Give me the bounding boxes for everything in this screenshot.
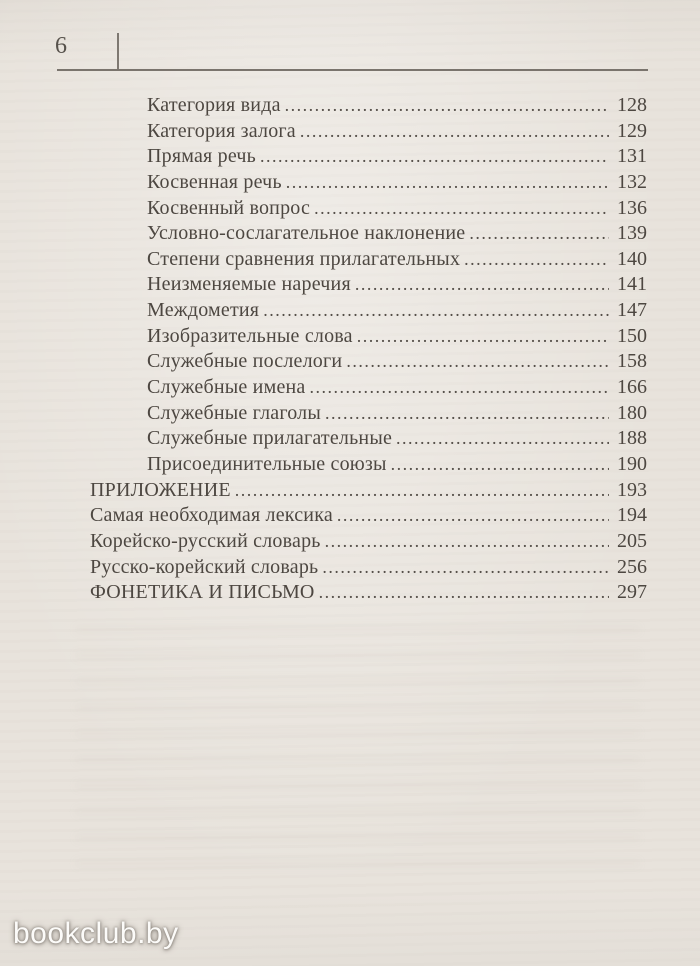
toc-entry xyxy=(90,171,647,197)
header-vertical-line xyxy=(117,33,119,71)
toc-dot-leader xyxy=(263,300,609,321)
toc-entry-title: Служебные глаголы xyxy=(147,401,321,424)
toc-entry xyxy=(90,581,647,607)
toc-dot-leader xyxy=(286,172,609,193)
toc-entry-page: 150 xyxy=(617,324,647,347)
toc-entry-title: Категория вида xyxy=(147,94,281,116)
toc-entry xyxy=(90,273,647,299)
toc-entry xyxy=(90,530,647,556)
toc-entry xyxy=(90,376,647,402)
toc-entry-title: Условно-сослагательное наклонение xyxy=(147,222,466,245)
toc-entry-page: 132 xyxy=(617,170,647,193)
toc-entry-title: ФОНЕТИКА И ПИСЬМО xyxy=(90,581,315,604)
toc-entry-title: Служебные прилагательные xyxy=(147,427,393,450)
toc-entry-page: 256 xyxy=(617,555,647,578)
toc-entry-title: Категория залога xyxy=(147,119,296,142)
toc-dot-leader xyxy=(319,582,609,603)
toc-entry-page: 190 xyxy=(617,452,647,475)
toc-dot-leader xyxy=(310,377,610,398)
toc-entry-title: Неизменяемые наречия xyxy=(147,273,351,296)
toc-entry-page: 128 xyxy=(617,94,647,116)
toc-entry-page: 166 xyxy=(617,376,647,399)
toc-dot-leader xyxy=(391,454,609,475)
toc-entry xyxy=(90,94,647,120)
toc-entry-title: Степени сравнения прилагательных xyxy=(147,247,461,270)
toc-entry-title: Служебные имена xyxy=(147,376,306,399)
toc-entry xyxy=(90,504,647,530)
toc-entry xyxy=(90,299,647,325)
toc-entry xyxy=(90,556,647,582)
toc-entry xyxy=(90,145,647,171)
toc-entry xyxy=(90,427,647,453)
toc-dot-leader xyxy=(325,531,609,552)
page-number: 6 xyxy=(55,33,67,59)
toc-entry-title: Междометия xyxy=(147,299,260,322)
toc-dot-leader xyxy=(469,223,609,244)
toc-entry xyxy=(90,197,647,223)
toc-entry xyxy=(90,222,647,248)
toc-entry-title: Русско-корейский словарь xyxy=(90,555,319,578)
toc-dot-leader xyxy=(464,249,609,270)
toc-entry-title: ПРИЛОЖЕНИЕ xyxy=(90,478,231,501)
toc-dot-leader xyxy=(337,505,609,526)
toc-dot-leader xyxy=(325,403,609,424)
toc-entry-page: 194 xyxy=(617,504,647,527)
toc-dot-leader xyxy=(260,146,609,167)
toc-entry xyxy=(90,402,647,428)
toc-entry-title: Косвенная речь xyxy=(147,170,282,193)
toc-dot-leader xyxy=(355,274,609,295)
page-bleedthrough-texture xyxy=(75,625,640,880)
toc-entry-page: 136 xyxy=(617,196,647,219)
header-horizontal-rule xyxy=(57,69,648,71)
toc-entry xyxy=(90,248,647,274)
toc-dot-leader xyxy=(235,480,609,501)
toc-entry-page: 158 xyxy=(617,350,647,373)
toc-entry-page: 297 xyxy=(617,581,647,604)
toc-entry-title: Изобразительные слова xyxy=(147,324,353,347)
toc-entry-page: 205 xyxy=(617,529,647,552)
toc-dot-leader xyxy=(396,428,609,449)
toc-entry-page: 188 xyxy=(617,427,647,450)
toc-entry-page: 147 xyxy=(617,299,647,322)
watermark: bookclub.by xyxy=(13,917,179,950)
toc-entry-title: Самая необходимая лексика xyxy=(90,504,333,527)
toc-entry-page: 180 xyxy=(617,401,647,424)
toc-dot-leader xyxy=(357,326,609,347)
toc-dot-leader xyxy=(346,351,609,372)
toc-entry xyxy=(90,453,647,479)
toc-entry-page: 193 xyxy=(617,478,647,501)
toc-dot-leader xyxy=(285,95,609,116)
toc-entry-page: 140 xyxy=(617,247,647,270)
toc-dot-leader xyxy=(322,557,609,578)
toc-dot-leader xyxy=(300,121,609,142)
table-of-contents xyxy=(90,94,647,607)
toc-entry-page: 139 xyxy=(617,222,647,245)
toc-entry xyxy=(90,350,647,376)
toc-entry-page: 131 xyxy=(617,145,647,168)
toc-entry-title: Присоединительные союзы xyxy=(147,452,387,475)
toc-entry-page: 141 xyxy=(617,273,647,296)
toc-entry-title: Служебные послелоги xyxy=(147,350,343,373)
toc-entry-title: Прямая речь xyxy=(147,145,256,168)
toc-entry xyxy=(90,479,647,505)
toc-entry xyxy=(90,325,647,351)
toc-dot-leader xyxy=(314,198,609,219)
toc-entry-page: 129 xyxy=(617,119,647,142)
toc-entry-title: Косвенный вопрос xyxy=(147,196,311,219)
toc-entry xyxy=(90,120,647,146)
toc-entry-title: Корейско-русский словарь xyxy=(90,529,321,552)
